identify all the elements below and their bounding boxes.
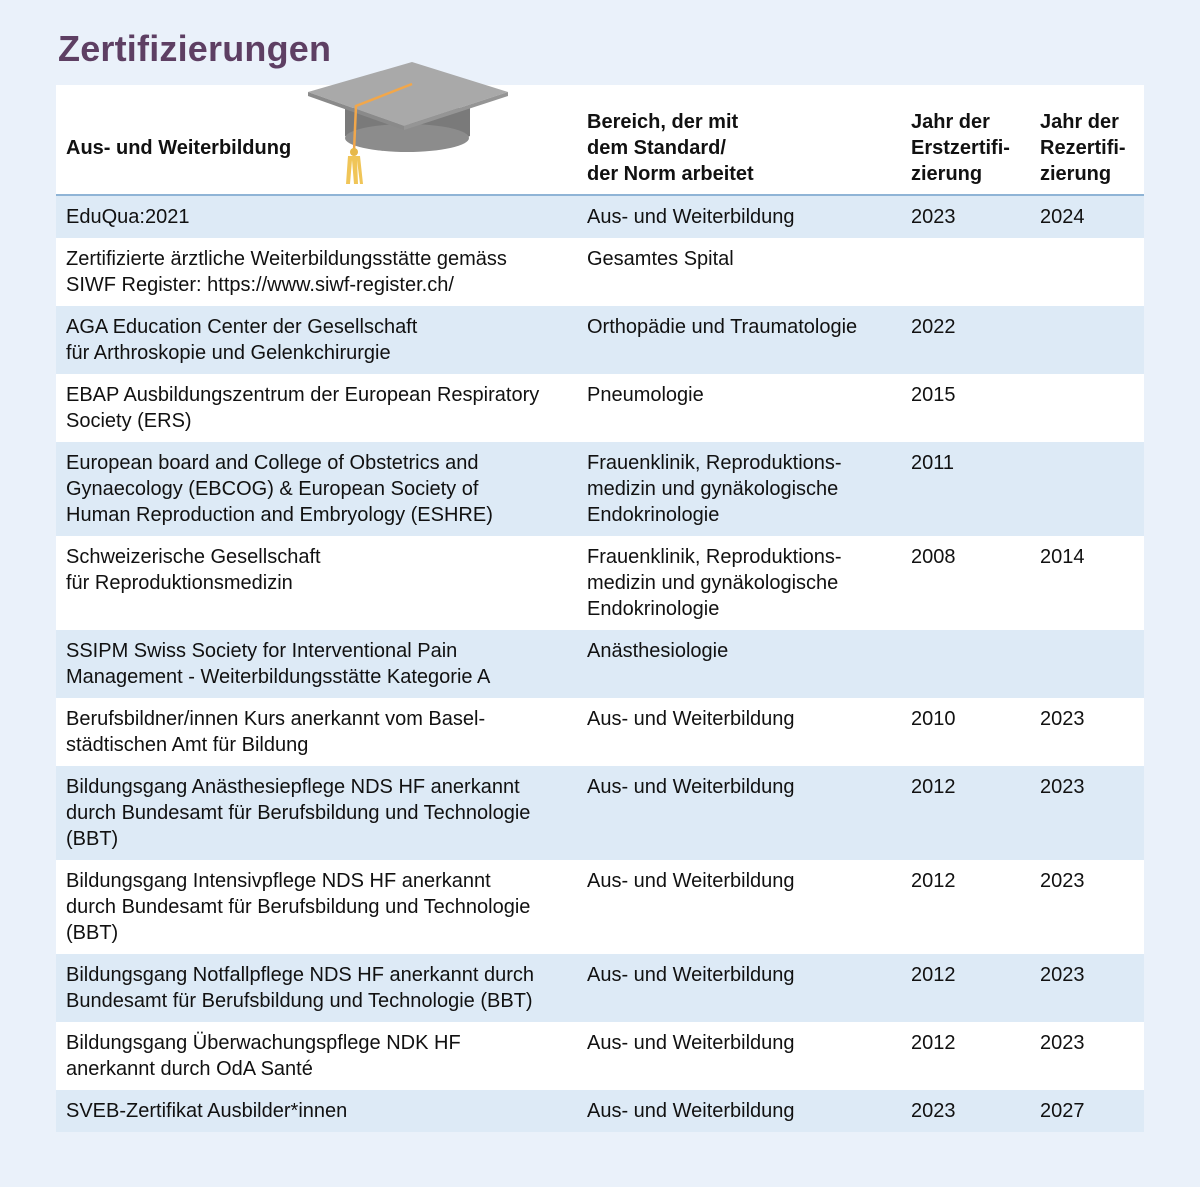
cell-recert-year: 2023 xyxy=(1030,1022,1144,1090)
table-row xyxy=(56,442,1144,536)
certifications-table xyxy=(56,85,1144,1132)
cell-area: Orthopädie und Traumatologie xyxy=(577,306,901,374)
table-row xyxy=(56,536,1144,630)
cell-education: SSIPM Swiss Society for Interventional Pain Management - Weiterbildungsstätte Kategorie A xyxy=(56,630,577,698)
table-row xyxy=(56,766,1144,860)
cell-area: Aus- und Weiterbildung xyxy=(577,1022,901,1090)
cell-area: Aus- und Weiterbildung xyxy=(577,954,901,1022)
cell-first-cert-year: 2012 xyxy=(901,954,1030,1022)
header-education: Aus- und Weiterbildung xyxy=(56,85,577,195)
cell-education: Bildungsgang Intensivpflege NDS HF anerkannt durch Bundesamt für Berufsbildung und Technologie (BBT) xyxy=(56,860,577,954)
cell-first-cert-year: 2015 xyxy=(901,374,1030,442)
cell-first-cert-year: 2011 xyxy=(901,442,1030,536)
cell-area: Aus- und Weiterbildung xyxy=(577,1090,901,1132)
table-row xyxy=(56,238,1144,306)
table-row xyxy=(56,698,1144,766)
cell-recert-year: 2023 xyxy=(1030,860,1144,954)
table-row xyxy=(56,1090,1144,1132)
cell-education: EduQua:2021 xyxy=(56,195,577,238)
cell-recert-year: 2023 xyxy=(1030,954,1144,1022)
cell-area: Frauenklinik, Reproduktions- medizin und gynäkologische Endokrinologie xyxy=(577,442,901,536)
cell-first-cert-year: 2012 xyxy=(901,1022,1030,1090)
table-row xyxy=(56,306,1144,374)
cell-education: Berufsbildner/innen Kurs anerkannt vom Basel- städtischen Amt für Bildung xyxy=(56,698,577,766)
cell-recert-year: 2023 xyxy=(1030,698,1144,766)
table-row xyxy=(56,630,1144,698)
cell-education: Bildungsgang Notfallpflege NDS HF anerkannt durch Bundesamt für Berufsbildung und Technologie (BBT) xyxy=(56,954,577,1022)
header-area: Bereich, der mit dem Standard/ der Norm arbeitet xyxy=(577,85,901,195)
cell-first-cert-year: 2023 xyxy=(901,195,1030,238)
cell-education: EBAP Ausbildungszentrum der European Respiratory Society (ERS) xyxy=(56,374,577,442)
cell-area: Anästhesiologie xyxy=(577,630,901,698)
graduation-cap-icon xyxy=(300,56,515,191)
certifications-table-wrap xyxy=(56,85,1144,1132)
table-body xyxy=(56,195,1144,1132)
cell-recert-year xyxy=(1030,374,1144,442)
cell-recert-year: 2023 xyxy=(1030,766,1144,860)
cell-area: Aus- und Weiterbildung xyxy=(577,698,901,766)
cell-area: Aus- und Weiterbildung xyxy=(577,195,901,238)
cell-first-cert-year: 2012 xyxy=(901,860,1030,954)
cell-area: Aus- und Weiterbildung xyxy=(577,766,901,860)
cell-recert-year xyxy=(1030,306,1144,374)
cell-area: Frauenklinik, Reproduktions- medizin und gynäkologische Endokrinologie xyxy=(577,536,901,630)
cell-education: Schweizerische Gesellschaft für Reproduktionsmedizin xyxy=(56,536,577,630)
cell-recert-year xyxy=(1030,238,1144,306)
cell-first-cert-year xyxy=(901,630,1030,698)
cell-recert-year: 2027 xyxy=(1030,1090,1144,1132)
cell-recert-year xyxy=(1030,630,1144,698)
cell-area: Aus- und Weiterbildung xyxy=(577,860,901,954)
cell-education: Zertifizierte ärztliche Weiterbildungsstätte gemäss SIWF Register: https://www.siwf-register.ch/ xyxy=(56,238,577,306)
cell-education: AGA Education Center der Gesellschaft für Arthroskopie und Gelenkchirurgie xyxy=(56,306,577,374)
cell-education: SVEB-Zertifikat Ausbilder*innen xyxy=(56,1090,577,1132)
cell-first-cert-year: 2010 xyxy=(901,698,1030,766)
cell-education: European board and College of Obstetrics and Gynaecology (EBCOG) & European Society of Human Reproduction and Embryology (ESHRE) xyxy=(56,442,577,536)
table-header-row xyxy=(56,85,1144,195)
cell-education: Bildungsgang Anästhesiepflege NDS HF anerkannt durch Bundesamt für Berufsbildung und Technologie (BBT) xyxy=(56,766,577,860)
cell-first-cert-year: 2023 xyxy=(901,1090,1030,1132)
table-row xyxy=(56,195,1144,238)
cell-area: Gesamtes Spital xyxy=(577,238,901,306)
cell-first-cert-year: 2008 xyxy=(901,536,1030,630)
table-row xyxy=(56,954,1144,1022)
table-row xyxy=(56,374,1144,442)
cell-first-cert-year xyxy=(901,238,1030,306)
header-recert-year: Jahr der Rezertifi- zierung xyxy=(1030,85,1144,195)
cell-education: Bildungsgang Überwachungspflege NDK HF anerkannt durch OdA Santé xyxy=(56,1022,577,1090)
cell-first-cert-year: 2022 xyxy=(901,306,1030,374)
cell-recert-year xyxy=(1030,442,1144,536)
cell-recert-year: 2024 xyxy=(1030,195,1144,238)
cell-area: Pneumologie xyxy=(577,374,901,442)
page-title: Zertifizierungen xyxy=(58,28,332,69)
cell-first-cert-year: 2012 xyxy=(901,766,1030,860)
table-row xyxy=(56,1022,1144,1090)
cell-recert-year: 2014 xyxy=(1030,536,1144,630)
header-first-cert-year: Jahr der Erstzertifi- zierung xyxy=(901,85,1030,195)
table-row xyxy=(56,860,1144,954)
